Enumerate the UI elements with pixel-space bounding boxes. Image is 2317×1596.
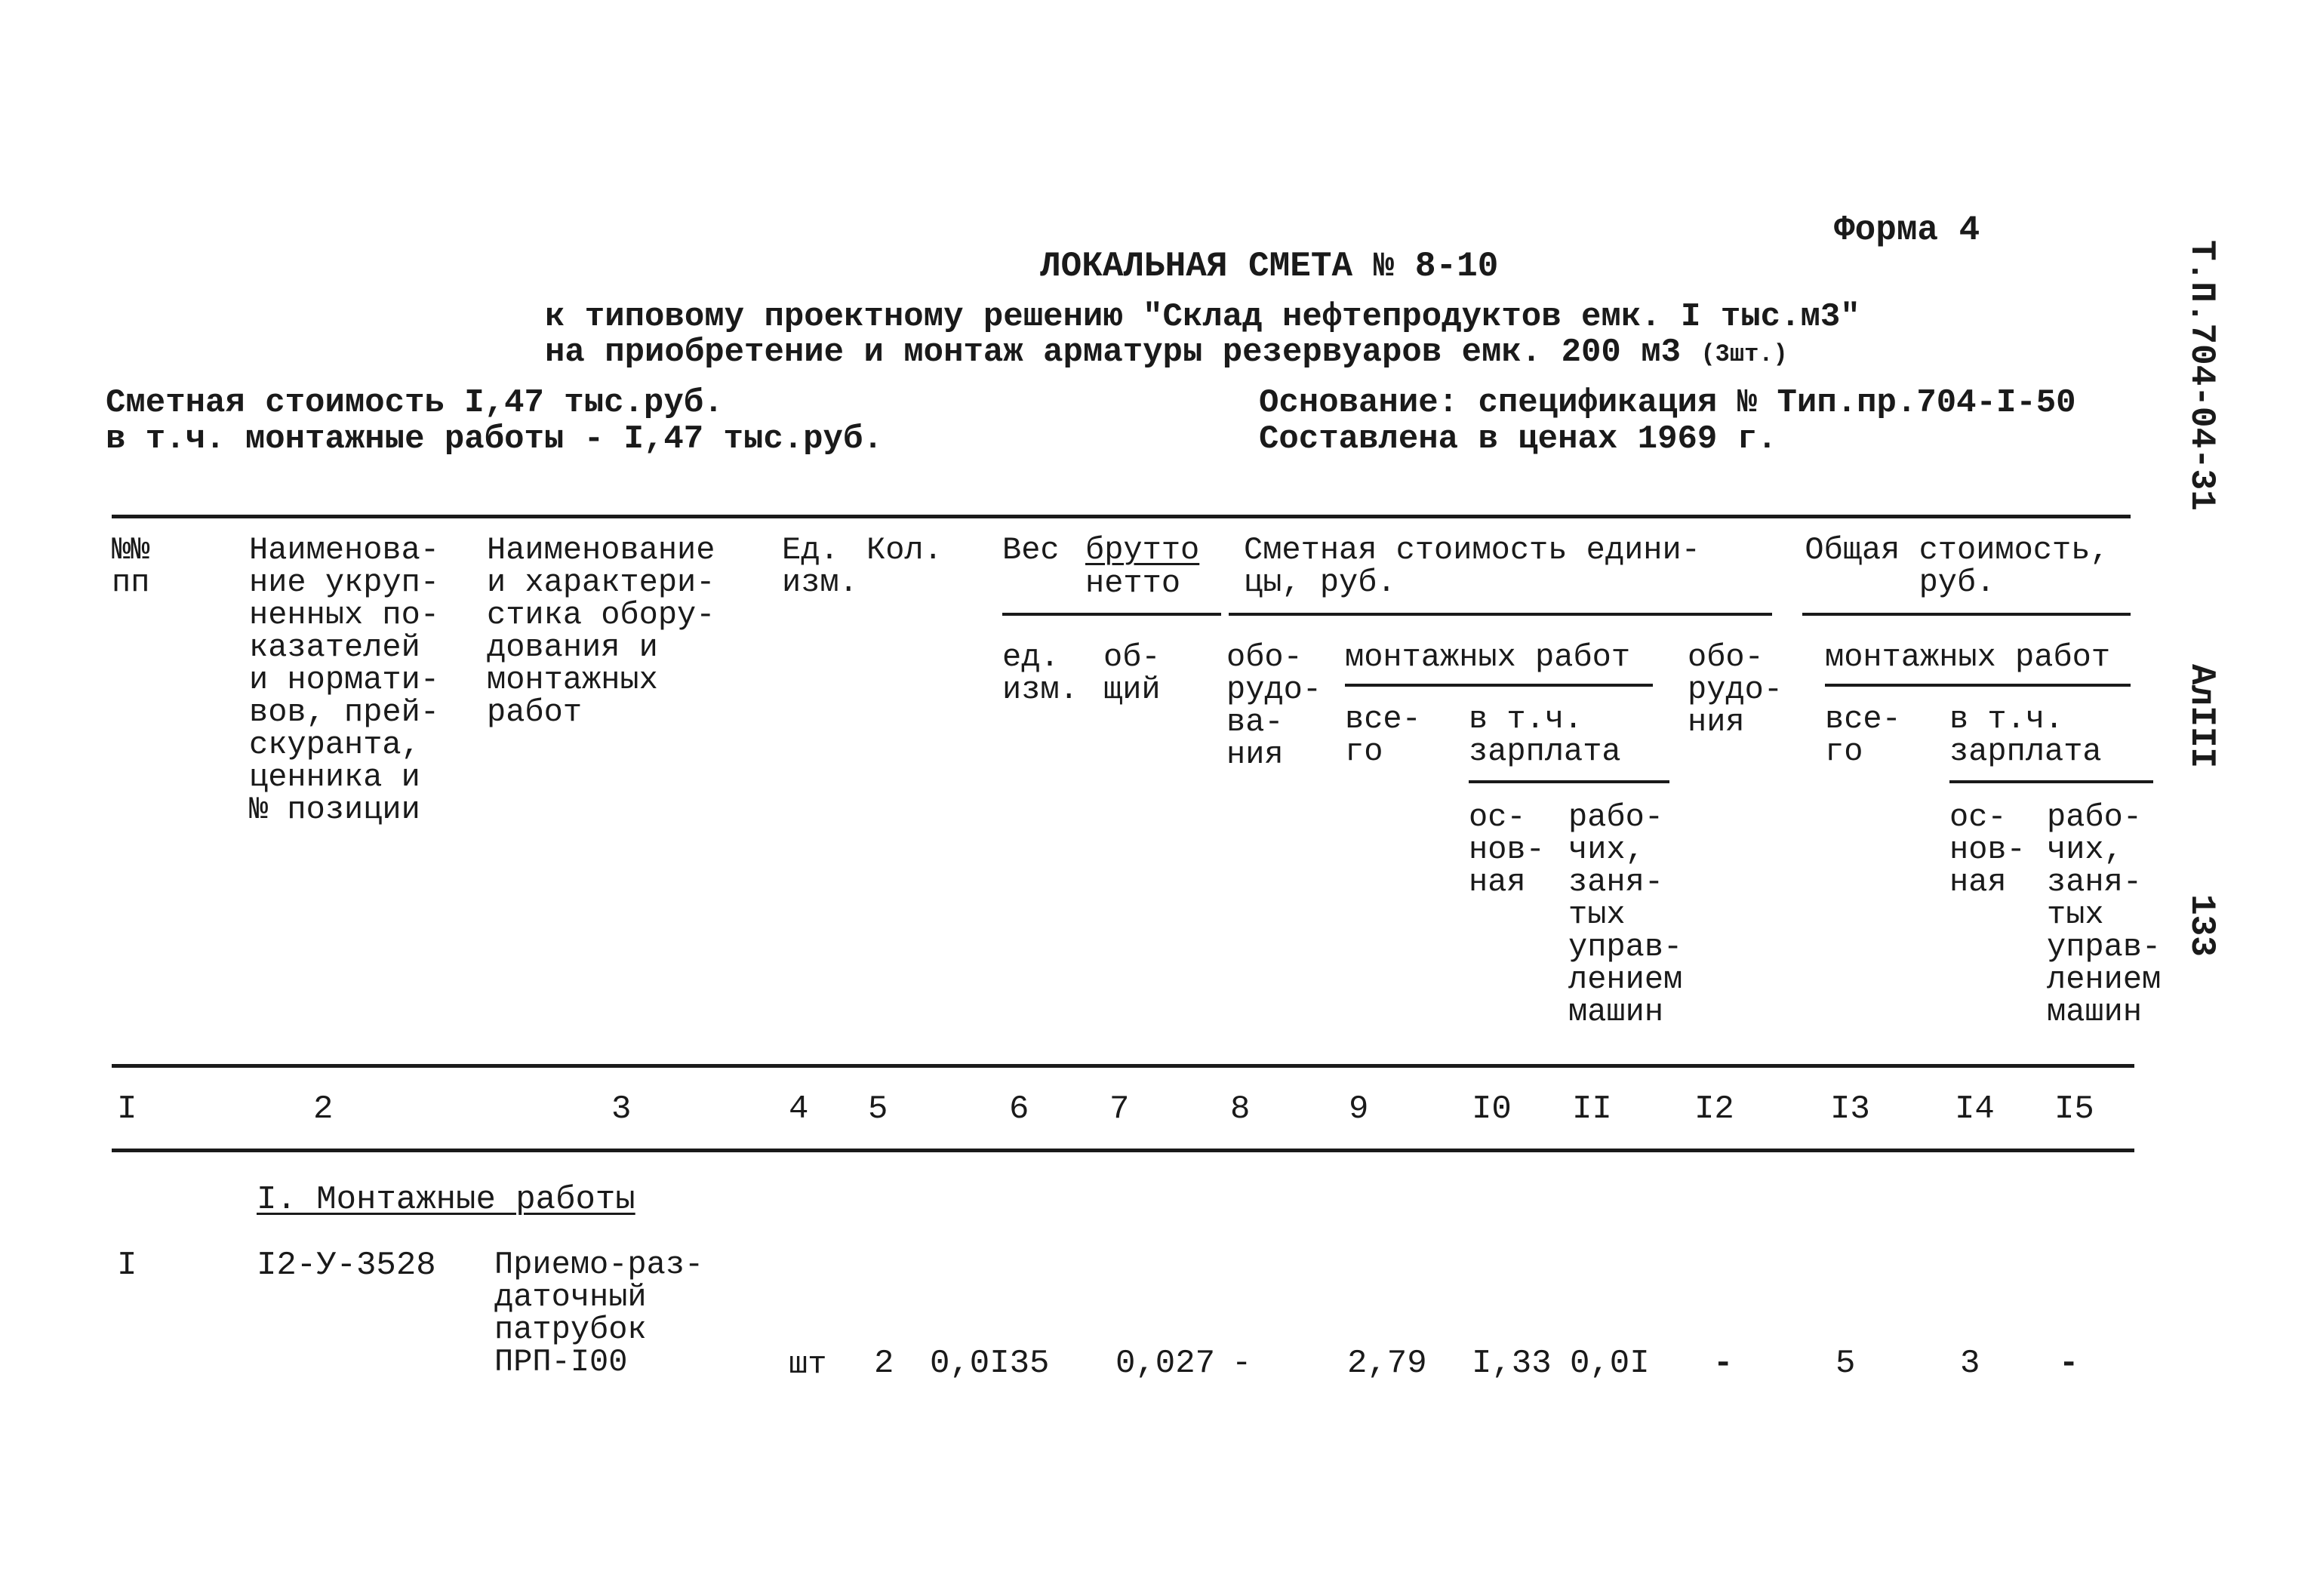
col-number-1: I bbox=[117, 1090, 137, 1128]
header-wage-basic-2: ос- нов- ная bbox=[1949, 799, 2026, 900]
header-weight-netto: нетто bbox=[1085, 565, 1181, 601]
header-wage-workers-2: рабо- чих, заня- тых управ- лением машин bbox=[2047, 799, 2162, 1030]
col-number-11: II bbox=[1572, 1090, 1612, 1128]
header-equipment-cost: обо- рудо- ва- ния bbox=[1226, 639, 1322, 773]
price-basis: Составлена в ценах 1969 г. bbox=[1259, 420, 1777, 458]
header-bottom-rule bbox=[112, 1064, 2134, 1068]
header-wage-workers: рабо- чих, заня- тых управ- лением машин bbox=[1568, 799, 1683, 1030]
unit-cost-rule bbox=[1229, 613, 1772, 616]
header-indicator-name: Наименова- ние укруп- ненных по- казателей и нормати- вов, прей- скуранта, ценника и № позиции bbox=[249, 532, 440, 828]
row-wage-basic: I,33 bbox=[1472, 1345, 1552, 1382]
table-top-rule bbox=[112, 515, 2131, 518]
subtitle-line-1: к типовому проектному решению "Склад нефтепродуктов емк. I тыс.м3" bbox=[545, 298, 1860, 336]
mounting-rule bbox=[1345, 684, 1653, 687]
row-quantity: 2 bbox=[874, 1345, 894, 1382]
col-number-14: I4 bbox=[1955, 1090, 1995, 1128]
document-title: ЛОКАЛЬНАЯ СМЕТА № 8-10 bbox=[1040, 247, 1499, 286]
quantity-note: (3шт.) bbox=[1700, 340, 1788, 368]
header-unit-cost: Сметная стоимость едини- цы, руб. bbox=[1244, 532, 1700, 601]
row-code: I2-У-3528 bbox=[257, 1247, 436, 1284]
header-total-cost: Общая стоимость, руб. bbox=[1805, 532, 2109, 601]
col-number-13: I3 bbox=[1830, 1090, 1870, 1128]
header-equipment-name: Наименование и характери- стика обору- дования и монтажных работ bbox=[487, 532, 715, 730]
col-number-15: I5 bbox=[2054, 1090, 2094, 1128]
row-wage-workers-all: - bbox=[2059, 1345, 2079, 1382]
page-number: 133 bbox=[2182, 894, 2221, 957]
header-quantity: Кол. bbox=[866, 532, 943, 568]
header-mount-total-2: все- го bbox=[1825, 701, 1901, 770]
col-number-7: 7 bbox=[1109, 1090, 1130, 1128]
row-mount-total-all: 5 bbox=[1835, 1345, 1856, 1382]
total-cost-rule bbox=[1802, 613, 2131, 616]
col-number-6: 6 bbox=[1009, 1090, 1029, 1128]
row-weight-unit: 0,0I35 bbox=[930, 1345, 1050, 1382]
col-number-5: 5 bbox=[868, 1090, 888, 1128]
weight-rule bbox=[1002, 613, 1221, 616]
header-incl-wage: в т.ч. зарплата bbox=[1469, 701, 1621, 770]
header-weight: Вес bbox=[1002, 532, 1060, 568]
col-number-2: 2 bbox=[313, 1090, 334, 1128]
document-code: Т.П.704-04-31 bbox=[2182, 240, 2221, 511]
row-number: I bbox=[117, 1247, 137, 1284]
header-weight-total: об- щий bbox=[1103, 639, 1161, 708]
col-number-9: 9 bbox=[1349, 1090, 1369, 1128]
row-equipment: - bbox=[1232, 1345, 1252, 1382]
row-wage-basic-all: 3 bbox=[1960, 1345, 1980, 1382]
mounting-rule-2 bbox=[1825, 684, 2131, 687]
section-title: I. Монтажные работы bbox=[257, 1181, 635, 1219]
wage-rule-2 bbox=[1949, 780, 2153, 783]
mounting-cost: в т.ч. монтажные работы - I,47 тыс.руб. bbox=[106, 420, 883, 458]
row-weight-total: 0,027 bbox=[1115, 1345, 1216, 1382]
header-unit: Ед. изм. bbox=[782, 532, 858, 601]
album-number: АлIII bbox=[2182, 664, 2221, 769]
row-wage-workers: 0,0I bbox=[1570, 1345, 1650, 1382]
header-wage-basic: ос- нов- ная bbox=[1469, 799, 1545, 900]
header-equipment-cost-2: обо- рудо- ния bbox=[1688, 639, 1783, 740]
row-unit: шт bbox=[789, 1346, 827, 1382]
header-number: №№ пп bbox=[112, 532, 150, 601]
col-number-12: I2 bbox=[1694, 1090, 1734, 1128]
header-mount-total: все- го bbox=[1345, 701, 1421, 770]
header-mounting-works: монтажных работ bbox=[1345, 639, 1631, 675]
row-mount-total: 2,79 bbox=[1347, 1345, 1427, 1382]
col-number-10: I0 bbox=[1472, 1090, 1512, 1128]
wage-rule bbox=[1469, 780, 1669, 783]
col-number-8: 8 bbox=[1230, 1090, 1251, 1128]
col-numbers-bottom-rule bbox=[112, 1149, 2134, 1152]
col-number-3: 3 bbox=[611, 1090, 632, 1128]
estimated-cost: Сметная стоимость I,47 тыс.руб. bbox=[106, 384, 724, 422]
basis-spec: Основание: спецификация № Тип.пр.704-I-50 bbox=[1259, 384, 2076, 422]
header-incl-wage-2: в т.ч. зарплата bbox=[1949, 701, 2102, 770]
header-weight-unit: ед. изм. bbox=[1002, 639, 1078, 708]
form-number: Форма 4 bbox=[1834, 211, 1980, 250]
row-equipment-total: - bbox=[1713, 1345, 1734, 1382]
col-number-4: 4 bbox=[789, 1090, 809, 1128]
header-weight-brutto: брутто bbox=[1085, 532, 1200, 568]
header-mounting-works-2: монтажных работ bbox=[1825, 639, 2111, 675]
subtitle-line-2: на приобретение и монтаж арматуры резервуаров емк. 200 м3 (3шт.) bbox=[545, 334, 1788, 371]
row-item-name: Приемо-раз- даточный патрубок ПРП-I00 bbox=[494, 1247, 704, 1380]
